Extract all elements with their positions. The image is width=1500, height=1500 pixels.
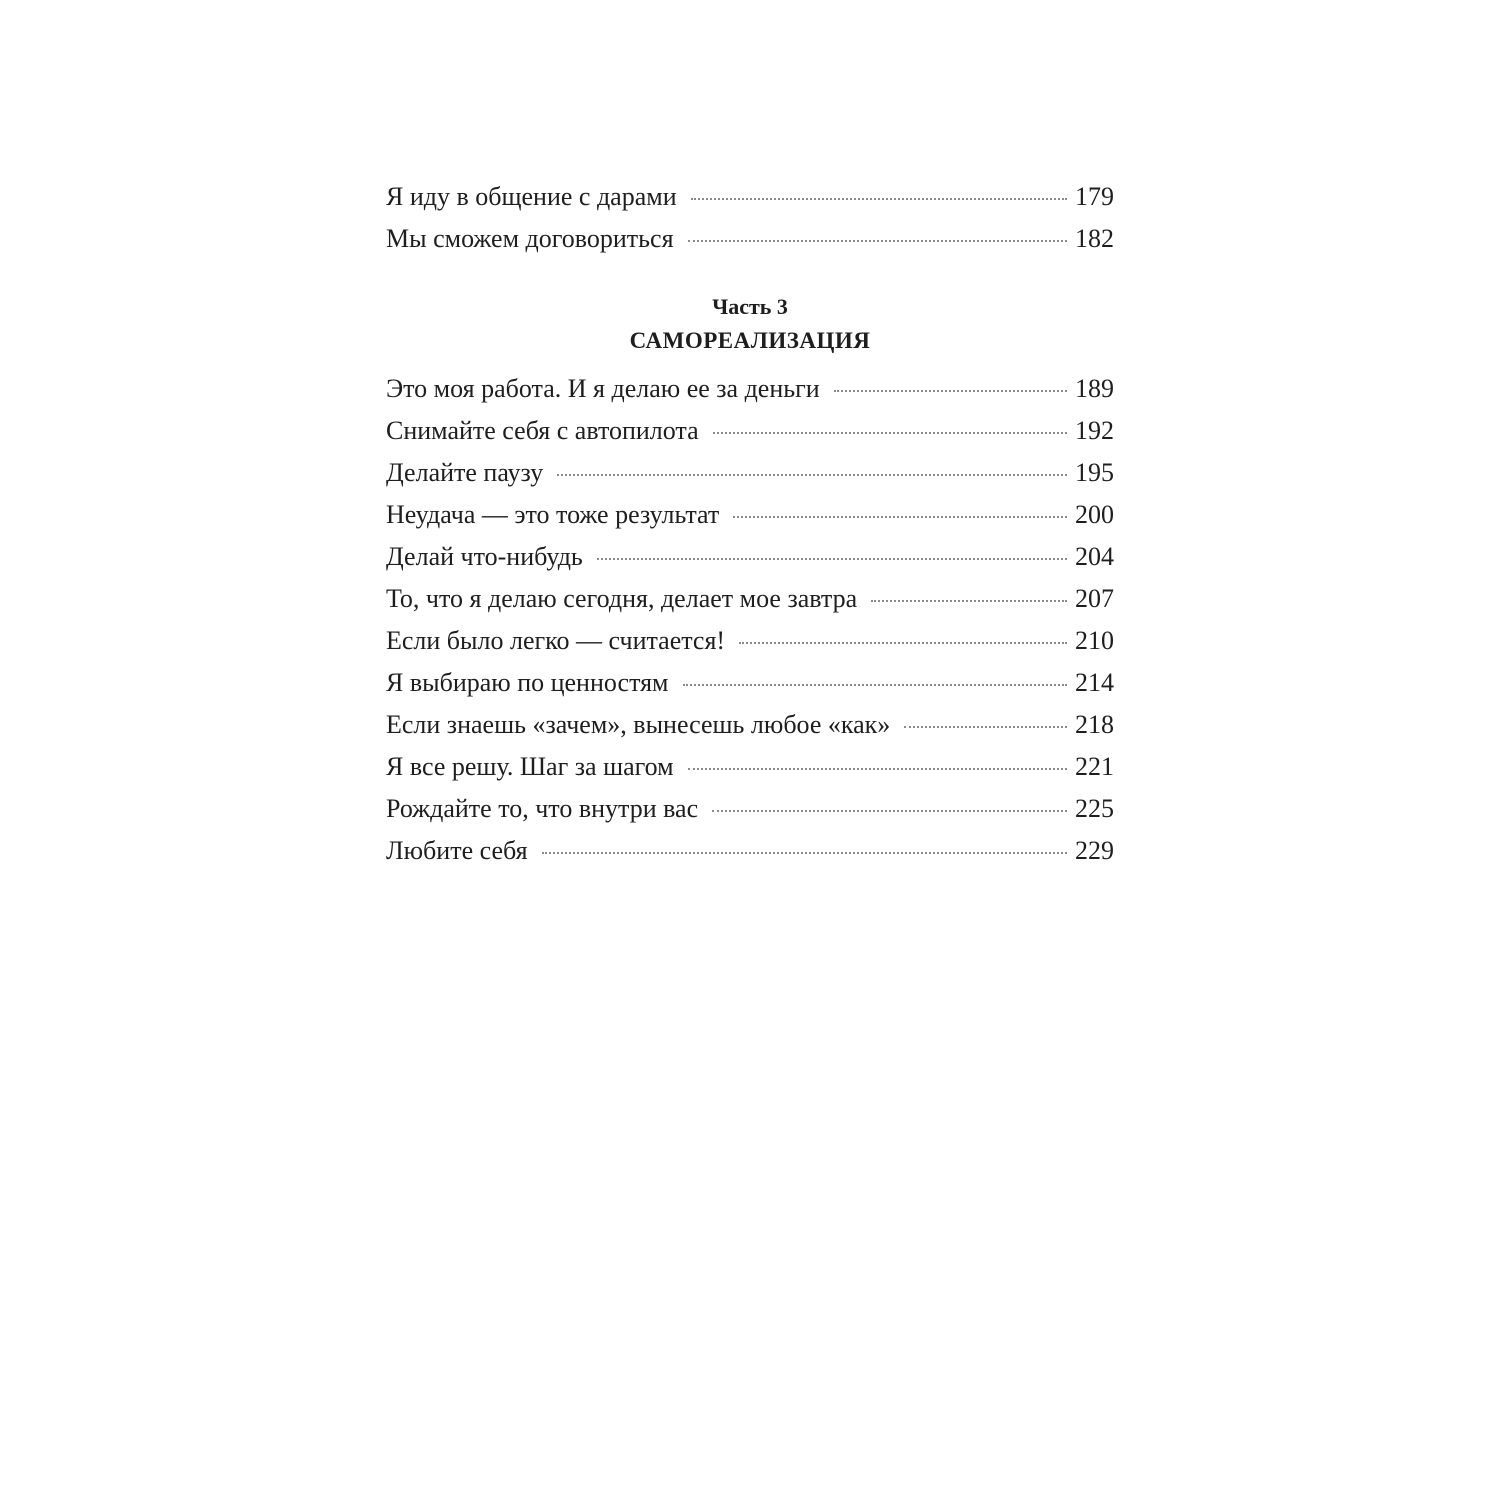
dot-leader	[904, 726, 1067, 728]
toc-entry-title: Любите себя	[386, 836, 528, 865]
toc-entry-page: 189	[1075, 374, 1114, 403]
toc-entry-title: Я выбираю по ценностям	[386, 668, 669, 697]
toc-entry[interactable]	[386, 662, 1114, 704]
toc-entry[interactable]	[386, 746, 1114, 788]
toc-entry-page: 182	[1075, 224, 1114, 253]
toc-entry-page: 179	[1075, 182, 1114, 211]
dot-leader	[713, 432, 1067, 434]
part-label: Часть 3	[712, 294, 788, 319]
toc-entry[interactable]	[386, 176, 1114, 218]
toc-entry-title: Если знаешь «зачем», вынесешь любое «как»	[386, 710, 891, 739]
dot-leader	[871, 600, 1067, 602]
toc-entry-title: Мы сможем договориться	[386, 224, 674, 253]
dot-leader	[557, 474, 1067, 476]
toc-entry[interactable]	[386, 704, 1114, 746]
dot-leader	[688, 768, 1067, 770]
dot-leader	[733, 516, 1067, 518]
toc-entry[interactable]	[386, 788, 1114, 830]
toc-entry[interactable]	[386, 578, 1114, 620]
table-of-contents	[386, 176, 1114, 872]
toc-entry-title: Я все решу. Шаг за шагом	[386, 752, 674, 781]
toc-entry-title: Если было легко — считается!	[386, 626, 726, 655]
toc-entry-title: Снимайте себя с автопилота	[386, 416, 699, 445]
toc-entry-page: 195	[1075, 458, 1114, 487]
toc-entry[interactable]	[386, 218, 1114, 260]
dot-leader	[691, 198, 1067, 200]
toc-entry-title: Делайте паузу	[386, 458, 544, 487]
toc-entry[interactable]	[386, 452, 1114, 494]
toc-entry-title: Это моя работа. И я делаю ее за деньги	[386, 374, 820, 403]
toc-entry[interactable]	[386, 410, 1114, 452]
toc-entry-page: 210	[1075, 626, 1114, 655]
toc-entry-page: 218	[1075, 710, 1114, 739]
toc-entry-page: 214	[1075, 668, 1114, 697]
toc-entry[interactable]	[386, 536, 1114, 578]
dot-leader	[542, 852, 1067, 854]
part-heading	[386, 290, 1114, 358]
toc-entry-page: 192	[1075, 416, 1114, 445]
dot-leader	[712, 810, 1067, 812]
toc-entry-page: 200	[1075, 500, 1114, 529]
part-title: САМОРЕАЛИЗАЦИЯ	[629, 328, 871, 353]
dot-leader	[739, 642, 1067, 644]
toc-entry[interactable]	[386, 368, 1114, 410]
toc-entry-title: Делай что-нибудь	[386, 542, 583, 571]
toc-entry-title: Я иду в общение с дарами	[386, 182, 677, 211]
toc-entry-title: Рождайте то, что внутри вас	[386, 794, 699, 823]
toc-entry-title: То, что я делаю сегодня, делает мое завтра	[386, 584, 858, 613]
dot-leader	[834, 390, 1067, 392]
toc-entry-title: Неудача — это тоже результат	[386, 500, 720, 529]
toc-entry[interactable]	[386, 494, 1114, 536]
toc-entry-page: 204	[1075, 542, 1114, 571]
toc-entry-page: 229	[1075, 836, 1114, 865]
toc-entry-page: 221	[1075, 752, 1114, 781]
toc-entry[interactable]	[386, 620, 1114, 662]
dot-leader	[683, 684, 1067, 686]
toc-entry-page: 225	[1075, 794, 1114, 823]
toc-entry[interactable]	[386, 830, 1114, 872]
toc-entry-page: 207	[1075, 584, 1114, 613]
dot-leader	[597, 558, 1067, 560]
dot-leader	[688, 240, 1067, 242]
